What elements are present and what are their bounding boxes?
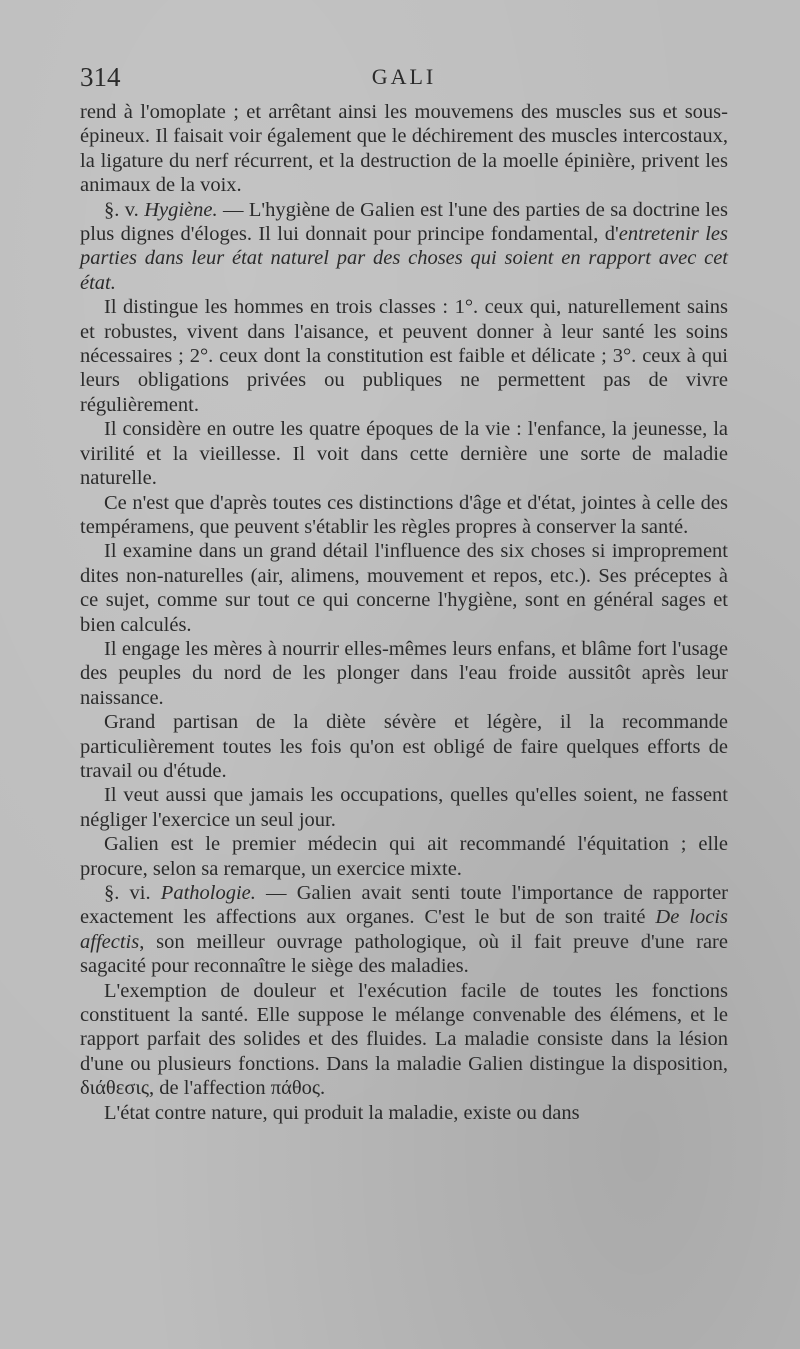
paragraph-text: , son meilleur ouvrage pathologique, où il fait preuve d'une rare sagacité pour reconnaître le siège des maladies.	[80, 930, 728, 978]
paragraph-5	[80, 491, 728, 540]
paragraph-12	[80, 979, 728, 1101]
body-text	[80, 100, 728, 1125]
paragraph-text: L'exemption de douleur et l'exécution facile de toutes les fonctions constituent la santé. Elle suppose le mélange convenable des élémens, et le rapport parfait des solides et des fluides. La maladie consiste dans la lésion d'une ou plusieurs fonctions. Dans la maladie Galien distingue la disposition, διάθεσις, de l'affection πάθος.	[80, 979, 728, 1100]
running-title: GALI	[371, 64, 437, 89]
italic-book-title: De locis affectis	[80, 906, 728, 953]
paragraph-hygiene	[80, 198, 728, 296]
paragraph-7	[80, 637, 728, 710]
paragraph-8	[80, 710, 728, 783]
paragraph-13	[80, 1101, 728, 1125]
paragraph-text: Grand partisan de la diète sévère et légère, il la recommande particulièrement toutes les fois qu'on est obligé de faire quelques efforts de travail ou d'étude.	[80, 711, 728, 782]
italic-quote: entretenir les parties dans leur état naturel par des choses qui soient en rapport avec cet état.	[80, 223, 728, 294]
paragraph-1	[80, 100, 728, 198]
section-number: §. vi.	[104, 882, 151, 904]
page-number: 314	[80, 62, 121, 92]
paragraph-text: Il distingue les hommes en trois classes : 1°. ceux qui, naturellement sains et robustes, vivent dans l'aisance, et peuvent donner à leur santé les soins nécessaires ; 2°. ceux dont la constitution est faible et délicate ; 3°. ceux à qui leurs obligations privées ou publiques ne permettent pas de vivre régulièrement.	[80, 296, 728, 416]
paragraph-text: rend à l'omoplate ; et arrêtant ainsi les mouvemens des muscles sus et sous-épineux. Il faisait voir également que le déchirement des muscles intercostaux, la ligature du nerf récurrent, et la destruction de la moelle épinière, privent les animaux de la voix.	[80, 101, 728, 197]
page-header	[80, 60, 728, 94]
paragraph-text: Il considère en outre les quatre époques de la vie : l'enfance, la jeunesse, la virilité et la vieillesse. Il voit dans cette dernière une sorte de maladie naturelle.	[80, 418, 728, 490]
paragraph-6	[80, 539, 728, 637]
paragraph-text: — L'hygiène de Galien est l'une des parties de sa doctrine les plus dignes d'éloges. Il lui donnait pour principe fondamental, d'	[80, 198, 728, 246]
section-title: Pathologie.	[160, 882, 256, 904]
paragraph-4	[80, 417, 728, 490]
paragraph-text: Galien est le premier médecin qui ait recommandé l'équitation ; elle procure, selon sa remarque, un exercice mixte.	[80, 833, 728, 880]
paragraph-text: Il veut aussi que jamais les occupations, quelles qu'elles soient, ne fassent négliger l'exercice un seul jour.	[80, 784, 728, 831]
paragraph-text: Il engage les mères à nourrir elles-mêmes leurs enfans, et blâme fort l'usage des peuples du nord de les plonger dans l'eau froide aussitôt après leur naissance.	[80, 637, 728, 709]
section-number: §. v.	[104, 198, 139, 221]
paragraph-9	[80, 783, 728, 832]
section-title: Hygiène.	[144, 198, 218, 221]
paragraph-text: Ce n'est que d'après toutes ces distinctions d'âge et d'état, jointes à celle des tempéramens, que peuvent s'établir les règles propres à conserver la santé.	[80, 491, 728, 538]
paragraph-text: — Galien avait senti toute l'importance de rapporter exactement les affections aux organes. C'est le but de son traité	[80, 882, 729, 929]
paragraph-text: L'état contre nature, qui produit la maladie, existe ou dans	[104, 1101, 580, 1124]
paragraph-pathologie	[80, 881, 728, 979]
paragraph-3	[80, 295, 728, 417]
paragraph-10	[80, 832, 728, 881]
paragraph-text: Il examine dans un grand détail l'influence des six choses si improprement dites non-naturelles (air, alimens, mouvement et repos, etc.). Ses préceptes à ce sujet, comme sur tout ce qui concerne l'hygiène, sont en général sages et bien calculés.	[80, 540, 728, 636]
